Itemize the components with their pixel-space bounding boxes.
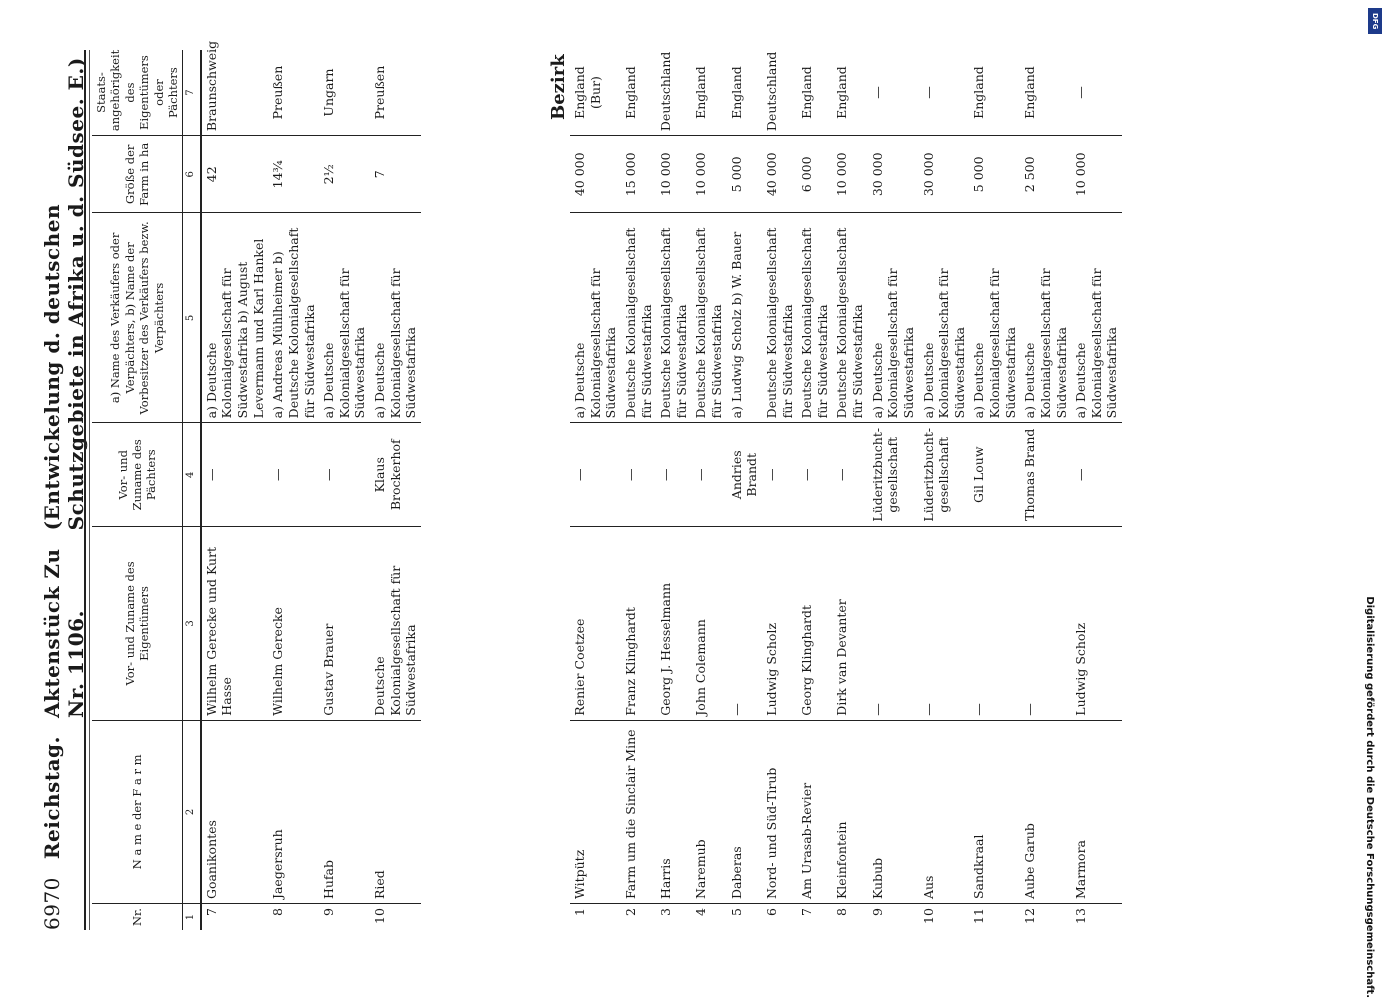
cell-tenant: —	[621, 423, 656, 527]
cell-size: 10 000	[656, 136, 691, 213]
cell-nationality: Preußen	[270, 65, 286, 120]
cell-seller: a) Ludwig Scholz b) W. Bauer	[727, 213, 762, 423]
cell-nationality: Deutschland	[763, 51, 779, 132]
cell-owner: Ludwig Scholz	[1071, 527, 1122, 721]
cell-farm: Kleinfontein	[832, 720, 867, 903]
cell-owner: —	[727, 527, 762, 721]
cell-size: 14¾	[268, 136, 319, 213]
cell-farm: Goanikontes	[201, 720, 269, 903]
cell-owner: Franz Klinghardt	[621, 527, 656, 721]
cell-seller: a) Deutsche Kolonialgesellschaft für Südwestafrika	[919, 213, 970, 423]
digitization-note	[1358, 8, 1380, 998]
cell-farm: Aus	[919, 720, 970, 903]
col-number: 4	[183, 423, 201, 527]
farm-table-2	[570, 50, 1122, 930]
col-number: 3	[183, 527, 201, 721]
cell-nationality: England	[622, 66, 638, 119]
cell-nationality: England (Bur)	[572, 66, 603, 119]
table-row	[691, 50, 726, 930]
table-row	[762, 50, 797, 930]
cell-tenant: —	[1071, 423, 1122, 527]
cell-nr: 8	[832, 904, 867, 930]
cell-tenant: Andries Brandt	[727, 423, 762, 527]
dfg-logo: DFG	[1368, 8, 1382, 34]
cell-nr: 12	[1020, 904, 1071, 930]
table-row	[797, 50, 832, 930]
table-row	[621, 50, 656, 930]
cell-seller: Deutsche Kolonialgesellschaft für Südwestafrika	[797, 213, 832, 423]
cell-nationality: Preußen	[372, 65, 387, 120]
cell-owner: John Colemann	[691, 527, 726, 721]
table-row	[832, 50, 867, 930]
col-header-seller: a) Name des Verkäufers oder Verpächters, b) Name der Vorbesitzer des Verkäufers bezw. Verpächters	[92, 213, 183, 423]
cell-nationality: England	[799, 66, 815, 119]
table-row	[868, 50, 919, 930]
cell-farm: Am Urasab-Revier	[797, 720, 832, 903]
table-row	[319, 50, 370, 930]
cell-nr: 1	[570, 904, 621, 930]
table-row	[570, 50, 621, 930]
cell-seller: Deutsche Kolonialgesellschaft für Südwestafrika	[621, 213, 656, 423]
cell-tenant: Lüderitzbucht-gesellschaft	[868, 423, 919, 527]
cell-seller: Deutsche Kolonialgesellschaft für Südwestafrika	[832, 213, 867, 423]
cell-size: 5 000	[969, 136, 1020, 213]
cell-tenant: Thomas Brand	[1020, 423, 1071, 527]
table-row	[370, 50, 421, 930]
table-row	[1020, 50, 1071, 930]
col-header-nr: Nr.	[92, 904, 183, 930]
cell-seller: a) Andreas Mühlheimer b) Deutsche Kolonialgesellschaft für Südwestafrika	[268, 213, 319, 423]
cell-nationality: —	[869, 86, 885, 99]
cell-owner: Ludwig Scholz	[762, 527, 797, 721]
cell-nr: 2	[621, 904, 656, 930]
cell-farm: Harris	[656, 720, 691, 903]
cell-size: 42	[201, 136, 269, 213]
cell-nationality: England	[728, 66, 744, 119]
region-label: Bezirk	[548, 54, 569, 120]
cell-seller: a) Deutsche Kolonialgesellschaft für Südwestafrika	[868, 213, 919, 423]
cell-seller: Deutsche Kolonialgesellschaft für Südwestafrika	[762, 213, 797, 423]
cell-size: 40 000	[570, 136, 621, 213]
cell-nr: 8	[268, 904, 319, 930]
cell-nr: 3	[656, 904, 691, 930]
cell-nationality: England	[834, 66, 850, 119]
col-header-owner: Vor- und Zuname des Eigentümers	[92, 527, 183, 721]
table-row	[1071, 50, 1122, 930]
cell-nationality: —	[1073, 86, 1089, 99]
column-header-row	[92, 50, 183, 930]
cell-size: 30 000	[868, 136, 919, 213]
digitization-text: Digitalisierung gefördert durch die Deutsche Forschungsgemeinschaft.	[1364, 596, 1375, 998]
cell-seller: a) Deutsche Kolonialgesellschaft für Südwestafrika	[570, 213, 621, 423]
page-header	[40, 50, 88, 930]
cell-seller: a) Deutsche Kolonialgesellschaft für Südwestafrika	[1020, 213, 1071, 423]
cell-farm: Hufab	[319, 720, 370, 903]
section-2-body	[570, 50, 1122, 930]
cell-owner: Georg Klinghardt	[797, 527, 832, 721]
cell-seller: a) Deutsche Kolonialgesellschaft für Südwestafrika	[969, 213, 1020, 423]
cell-tenant: Gil Louw	[969, 423, 1020, 527]
cell-tenant: Klaus Brockerhof	[370, 423, 421, 527]
table-row	[727, 50, 762, 930]
cell-tenant: —	[691, 423, 726, 527]
cell-tenant: —	[832, 423, 867, 527]
cell-nr: 9	[868, 904, 919, 930]
cell-nr: 11	[969, 904, 1020, 930]
cell-owner: —	[969, 527, 1020, 721]
cell-nationality: England	[1022, 66, 1038, 119]
cell-tenant: —	[319, 423, 370, 527]
cell-tenant: —	[797, 423, 832, 527]
table-row	[919, 50, 970, 930]
cell-nr: 7	[797, 904, 832, 930]
cell-farm: Ried	[370, 720, 421, 903]
cell-owner: Georg J. Hesselmann	[656, 527, 691, 721]
cell-tenant: —	[201, 423, 269, 527]
cell-farm: Naremub	[691, 720, 726, 903]
col-header-nationality: Staats-angehörigkeit des Eigentümers oder Pächters	[94, 49, 180, 132]
cell-nr: 9	[319, 904, 370, 930]
cell-size: 10 000	[1071, 136, 1122, 213]
cell-farm: Farm um die Sinclair Mine	[621, 720, 656, 903]
cell-nationality: Braunschweig	[203, 40, 219, 132]
cell-tenant: —	[570, 423, 621, 527]
cell-nationality: England	[693, 66, 709, 119]
table-row	[201, 50, 269, 930]
cell-owner: Gustav Brauer	[319, 527, 370, 721]
cell-tenant: —	[268, 423, 319, 527]
cell-size: 2 500	[1020, 136, 1071, 213]
cell-owner: —	[868, 527, 919, 721]
col-header-tenant: Vor- und Zuname des Pächters	[92, 423, 183, 527]
cell-seller: a) Deutsche Kolonialgesellschaft für Südwestafrika	[1071, 213, 1122, 423]
cell-farm: Aube Garub	[1020, 720, 1071, 903]
cell-seller: Deutsche Kolonialgesellschaft für Südwestafrika	[691, 213, 726, 423]
cell-nationality: England	[971, 66, 987, 119]
cell-size: 40 000	[762, 136, 797, 213]
farm-table-1	[92, 40, 421, 930]
cell-owner: Wilhelm Gerecke und Kurt Hasse	[201, 527, 269, 721]
cell-nr: 5	[727, 904, 762, 930]
table-row	[656, 50, 691, 930]
cell-size: 30 000	[919, 136, 970, 213]
col-number: 5	[183, 213, 201, 423]
cell-size: 2½	[319, 136, 370, 213]
header-title-1: Reichstag.	[40, 736, 64, 860]
section-1-body	[201, 40, 421, 930]
cell-farm: Nord- und Süd-Tirub	[762, 720, 797, 903]
cell-tenant: —	[762, 423, 797, 527]
col-header-size: Größe der Farm in ha	[92, 136, 183, 213]
cell-nr: 10	[919, 904, 970, 930]
cell-nationality: Deutschland	[658, 51, 674, 132]
cell-nationality: Ungarn	[321, 68, 337, 117]
cell-nr: 7	[201, 904, 269, 930]
cell-owner: Renier Coetzee	[570, 527, 621, 721]
page-number: 6970	[40, 877, 64, 930]
cell-size: 5 000	[727, 136, 762, 213]
cell-nr: 4	[691, 904, 726, 930]
cell-seller: a) Deutsche Kolonialgesellschaft für Südwestafrika	[319, 213, 370, 423]
cell-size: 10 000	[832, 136, 867, 213]
cell-tenant: —	[656, 423, 691, 527]
cell-nr: 6	[762, 904, 797, 930]
cell-nr: 13	[1071, 904, 1122, 930]
cell-owner: Wilhelm Gerecke	[268, 527, 319, 721]
header-rule	[84, 50, 86, 930]
table-row	[268, 50, 319, 930]
cell-owner: Deutsche Kolonialgesellschaft für Südwestafrika	[370, 527, 421, 721]
cell-seller: Deutsche Kolonialgesellschaft für Südwestafrika	[656, 213, 691, 423]
cell-owner: —	[1020, 527, 1071, 721]
cell-farm: Daberas	[727, 720, 762, 903]
cell-size: 15 000	[621, 136, 656, 213]
cell-tenant: Lüderitzbucht-gesellschaft	[919, 423, 970, 527]
header-title-2: Aktenstück Zu Nr. 1106.	[40, 548, 88, 719]
cell-farm: Marmora	[1071, 720, 1122, 903]
header-title-3: (Entwickelung d. deutschen Schutzgebiete in Afrika u. d. Südsee. E.)	[40, 57, 88, 531]
cell-farm: Witpütz	[570, 720, 621, 903]
cell-owner: Dirk van Devanter	[832, 527, 867, 721]
col-number: 1	[183, 904, 201, 930]
header-rule-thin	[89, 50, 90, 930]
col-number: 7	[183, 50, 201, 136]
cell-size: 6 000	[797, 136, 832, 213]
cell-nationality: —	[920, 86, 936, 99]
col-header-farm: N a m e der F a r m	[92, 720, 183, 903]
cell-seller: a) Deutsche Kolonialgesellschaft für Südwestafrika	[370, 213, 421, 423]
cell-seller: a) Deutsche Kolonialgesellschaft für Südwestafrika b) August Levermann und Karl Hankel	[201, 213, 269, 423]
cell-owner: —	[919, 527, 970, 721]
cell-farm: Sandkraal	[969, 720, 1020, 903]
col-number: 6	[183, 136, 201, 213]
cell-nr: 10	[370, 904, 421, 930]
cell-farm: Kubub	[868, 720, 919, 903]
cell-size: 7	[370, 136, 421, 213]
col-number: 2	[183, 720, 201, 903]
column-number-row	[183, 50, 201, 930]
cell-farm: Jaegersruh	[268, 720, 319, 903]
cell-size: 10 000	[691, 136, 726, 213]
table-row	[969, 50, 1020, 930]
